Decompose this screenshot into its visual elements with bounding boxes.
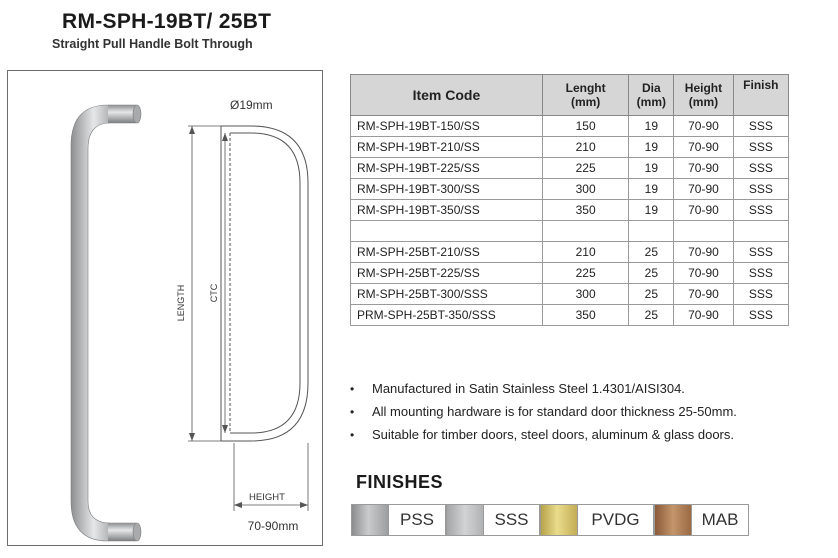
cell-finish: SSS: [733, 263, 788, 284]
cell-length: 225: [542, 263, 629, 284]
cell-length: 210: [542, 242, 629, 263]
cell-code: RM-SPH-19BT-225/SS: [351, 158, 543, 179]
header-finish: Finish: [733, 75, 788, 116]
product-subtitle: Straight Pull Handle Bolt Through: [52, 37, 253, 51]
finish-swatch-pvdg: [540, 504, 578, 536]
table-spacer-row: [351, 221, 789, 242]
cell-height: 70-90: [674, 200, 733, 221]
table-row: [351, 116, 789, 137]
cell-code: [351, 221, 543, 242]
table-row: [351, 158, 789, 179]
cell-length: 300: [542, 179, 629, 200]
cell-length: 150: [542, 116, 629, 137]
cell-finish: SSS: [733, 137, 788, 158]
cell-finish: [733, 221, 788, 242]
cell-finish: SSS: [733, 242, 788, 263]
ctc-dimension: [222, 133, 228, 433]
finish-label-pvdg: PVDG: [578, 504, 654, 536]
cell-dia: [629, 221, 674, 242]
cell-height: 70-90: [674, 242, 733, 263]
cell-dia: 25: [629, 284, 674, 305]
cell-height: 70-90: [674, 284, 733, 305]
cell-height: 70-90: [674, 116, 733, 137]
cell-dia: 19: [629, 179, 674, 200]
cell-dia: 25: [629, 242, 674, 263]
cell-length: 350: [542, 305, 629, 326]
finish-label-sss: SSS: [484, 504, 540, 536]
cell-code: RM-SPH-25BT-300/SSS: [351, 284, 543, 305]
header-length: [542, 75, 629, 116]
cell-dia: 19: [629, 116, 674, 137]
table-row: [351, 305, 789, 326]
cell-height: 70-90: [674, 179, 733, 200]
cell-length: [542, 221, 629, 242]
cell-finish: SSS: [733, 200, 788, 221]
bullet-symbol: •: [350, 382, 355, 396]
cell-dia: 19: [629, 158, 674, 179]
handle-render: [71, 105, 141, 541]
cell-code: RM-SPH-25BT-225/SS: [351, 263, 543, 284]
cell-height: 70-90: [674, 263, 733, 284]
feature-item: [350, 377, 737, 400]
features-list: [350, 377, 737, 446]
cell-length: 225: [542, 158, 629, 179]
length-dimension: [188, 126, 221, 441]
feature-text: Manufactured in Satin Stainless Steel 1.4301/AISI304.: [372, 381, 685, 396]
cell-length: 350: [542, 200, 629, 221]
specification-table: [350, 74, 789, 326]
table-row: [351, 200, 789, 221]
cell-height: 70-90: [674, 305, 733, 326]
feature-item: [350, 423, 737, 446]
feature-text: Suitable for timber doors, steel doors, aluminum & glass doors.: [372, 427, 735, 442]
feature-text: All mounting hardware is for standard door thickness 25-50mm.: [372, 404, 737, 419]
table-header-row: [351, 75, 789, 116]
cell-finish: SSS: [733, 179, 788, 200]
cell-dia: 19: [629, 137, 674, 158]
bullet-symbol: •: [350, 428, 355, 442]
header-dia-label: Dia: [641, 81, 661, 95]
ctc-label: CTC: [209, 283, 219, 303]
cell-finish: SSS: [733, 158, 788, 179]
handle-drawing: [8, 71, 324, 547]
cell-finish: SSS: [733, 305, 788, 326]
table-row: [351, 284, 789, 305]
cell-dia: 19: [629, 200, 674, 221]
cell-code: PRM-SPH-25BT-350/SSS: [351, 305, 543, 326]
finish-swatch-mab: [654, 504, 692, 536]
finish-label-pss: PSS: [389, 504, 446, 536]
table-body: [351, 116, 789, 326]
finish-swatch-sss: [446, 504, 484, 536]
cell-finish: SSS: [733, 116, 788, 137]
handle-outline: [221, 126, 308, 441]
finish-label-mab: MAB: [692, 504, 749, 536]
length-label: LENGTH: [176, 284, 186, 322]
header-item-code: Item Code: [351, 75, 543, 116]
cell-code: RM-SPH-25BT-210/SS: [351, 242, 543, 263]
height-value: 70-90mm: [247, 519, 299, 533]
header-length-label: Lenght: [565, 81, 606, 95]
cell-height: [674, 221, 733, 242]
table-row: [351, 137, 789, 158]
header-length-unit: (mm): [570, 95, 601, 109]
bullet-symbol: •: [350, 405, 355, 419]
header-dia: [629, 75, 674, 116]
cell-code: RM-SPH-19BT-210/SS: [351, 137, 543, 158]
finishes-title: FINISHES: [356, 472, 444, 492]
finish-swatch-pss: [351, 504, 389, 536]
cell-dia: 25: [629, 305, 674, 326]
table-row: [351, 179, 789, 200]
cell-finish: SSS: [733, 284, 788, 305]
cell-height: 70-90: [674, 158, 733, 179]
handle-drawing-panel: [7, 70, 323, 546]
product-title: RM-SPH-19BT/ 25BT: [62, 10, 272, 33]
header-height: [674, 75, 733, 116]
table-row: [351, 263, 789, 284]
diameter-label: Ø19mm: [230, 98, 273, 112]
header-height-unit: (mm): [688, 95, 719, 109]
cell-code: RM-SPH-19BT-350/SS: [351, 200, 543, 221]
cell-dia: 25: [629, 263, 674, 284]
table-row: [351, 242, 789, 263]
cell-code: RM-SPH-19BT-150/SS: [351, 116, 543, 137]
header-dia-unit: (mm): [636, 95, 666, 109]
cell-length: 210: [542, 137, 629, 158]
feature-item: [350, 400, 737, 423]
height-label: HEIGHT: [249, 492, 285, 503]
header-height-label: Height: [684, 81, 723, 95]
finishes-strip: [351, 504, 749, 536]
cell-code: RM-SPH-19BT-300/SS: [351, 179, 543, 200]
cell-height: 70-90: [674, 137, 733, 158]
cell-length: 300: [542, 284, 629, 305]
